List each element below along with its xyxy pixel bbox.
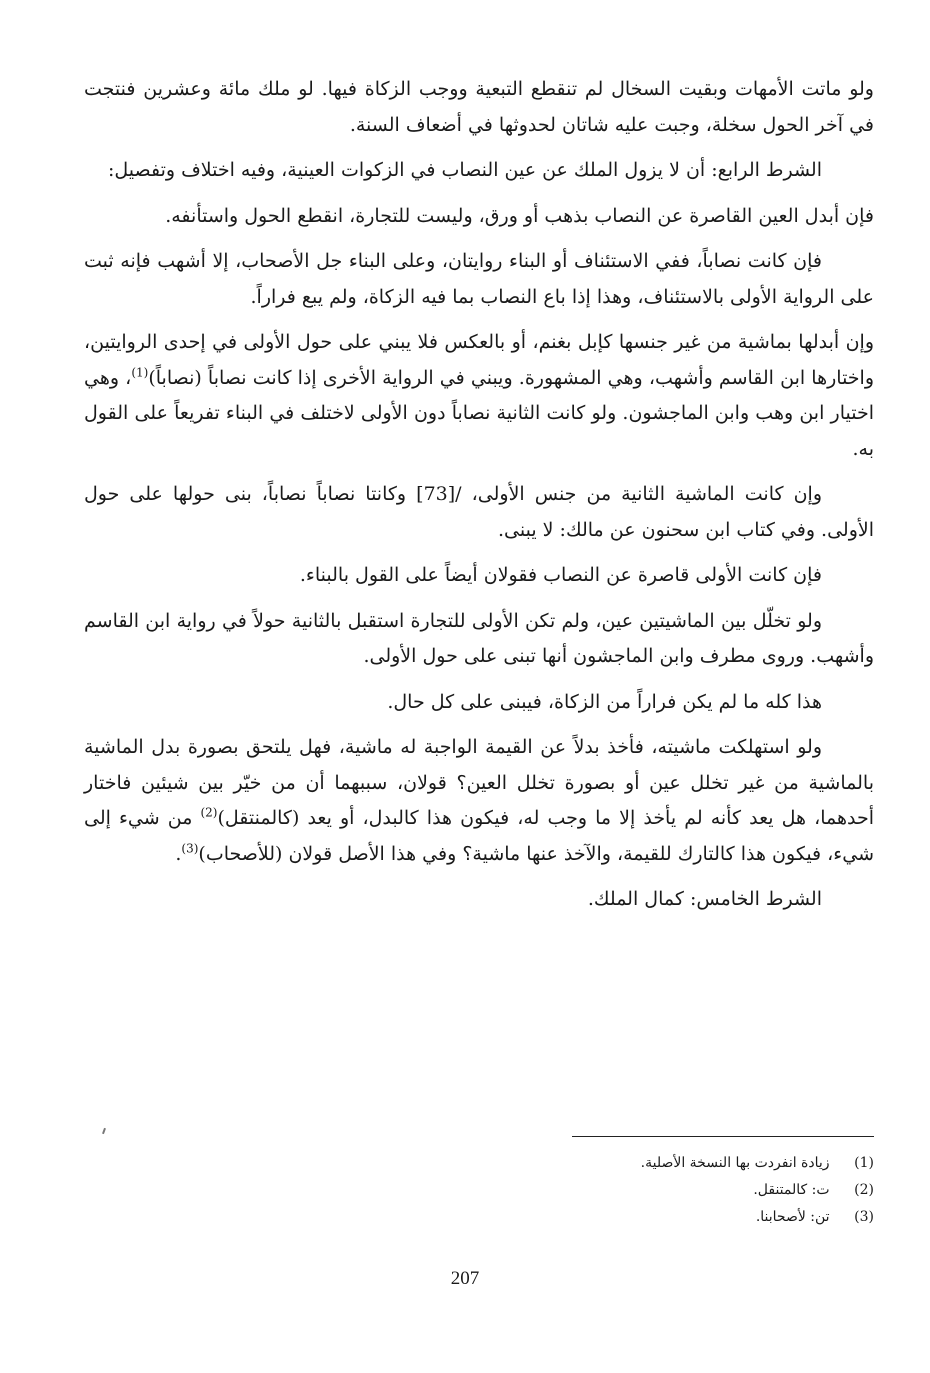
footnote-ref-1: (1) <box>131 365 149 380</box>
footnote-number: (2) <box>854 1182 874 1198</box>
paragraph-9: هذا كله ما لم يكن فراراً من الزكاة، فيبنى على كل حال. <box>387 690 822 713</box>
paragraph-3: فإن أبدل العين القاصرة عن النصاب بذهب أو ورق، وليست للتجارة، انقطع الحول واستأنفه. <box>165 204 874 227</box>
paragraph-5 <box>84 325 874 467</box>
stray-mark <box>102 1128 106 1134</box>
footnote-number: (1) <box>854 1155 874 1171</box>
paragraph-8: ولو تخلّل بين الماشيتين عين، ولم تكن الأولى للتجارة استقبل بالثانية حولاً في رواية ابن القاسم وأشهب. وروى مطرف وابن الماجشون أنها تبنى على حول الأولى. <box>84 609 874 667</box>
paragraph-4: فإن كانت نصاباً، ففي الاستئناف أو البناء روايتان، وعلى البناء جل الأصحاب، إلا أشهب فإنه ثبت على الرواية الأولى بالاستئناف، وهذا إذا باع النصاب بما فيه الزكاة، ولم يبع فراراً. <box>84 250 874 308</box>
footnote-text: تن: لأصحابنا. <box>755 1209 830 1225</box>
main-text <box>84 72 874 928</box>
paragraph-10 <box>84 730 874 872</box>
paragraph-11: الشرط الخامس: كمال الملك. <box>587 888 822 910</box>
paragraph-10-text: ولو استهلكت ماشيته، فأخذ بدلاً عن القيمة الواجبة له ماشية، فهل يلتحق بصورة بدل الماشية بالماشية من غير تخلل عين أو بصورة تخلل العين؟ قولان، سببهما أن من خيّر بين شيئين فاختار أحدهما، هل يعد كأنه لم يأخذ إلا ما وجب له، فيكون هذا كالبدل، أو يعد (كالمنتقل) <box>84 736 874 829</box>
footnote-1 <box>500 1150 874 1177</box>
footnote-2 <box>500 1177 874 1204</box>
paragraph-6: وإن كانت الماشية الثانية من جنس الأولى، /[73] وكانتا نصاباً نصاباً، بنى حولها على حول الأولى. وفي كتاب ابن سحنون عن مالك: لا يبنى. <box>84 483 874 541</box>
paragraph-2: الشرط الرابع: أن لا يزول الملك عن عين النصاب في الزكوات العينية، وفيه اختلاف وتفصيل: <box>107 159 822 181</box>
footnotes <box>500 1150 874 1231</box>
footnote-text: زيادة انفردت بها النسخة الأصلية. <box>640 1155 830 1171</box>
paragraph-5-tail: ، وهي اختيار ابن وهب وابن الماجشون. ولو كانت الثانية نصاباً دون الأولى لاختلف في البناء تفريعاً على القول به. <box>84 366 874 460</box>
footnote-number: (3) <box>854 1209 874 1225</box>
paragraph-10-end: . <box>175 842 182 865</box>
paragraph-5-text: وإن أبدلها بماشية من غير جنسها كإبل بغنم، أو بالعكس فلا يبني على حول الأولى في إحدى الروايتين، واختارها ابن القاسم وأشهب، وهي المشهورة. ويبني في الرواية الأخرى إذا كانت نصاباً (نصاباً) <box>84 331 874 389</box>
paragraph-1: ولو ماتت الأمهات وبقيت السخال لم تنقطع التبعية ووجب الزكاة فيها. لو ملك مائة وعشرين فنتجت في آخر الحول سخلة، وجبت عليه شاتان لحدوثها في أضعاف السنة. <box>84 78 874 136</box>
footnote-ref-3: (3) <box>181 841 199 856</box>
footnote-ref-2: (2) <box>200 805 218 820</box>
paragraph-10-mid: من شيء إلى شيء، فيكون هذا كالتارك للقيمة، والآخذ عنها ماشية؟ وفي هذا الأصل قولان (للأصحاب) <box>84 807 874 865</box>
paragraph-7: فإن كانت الأولى قاصرة عن النصاب فقولان أيضاً على القول بالبناء. <box>299 564 822 586</box>
page-number: 207 <box>450 1268 480 1289</box>
footnote-text: ت: كالمتنقل. <box>753 1182 830 1198</box>
footnote-3 <box>500 1204 874 1231</box>
footnote-divider <box>572 1136 874 1137</box>
